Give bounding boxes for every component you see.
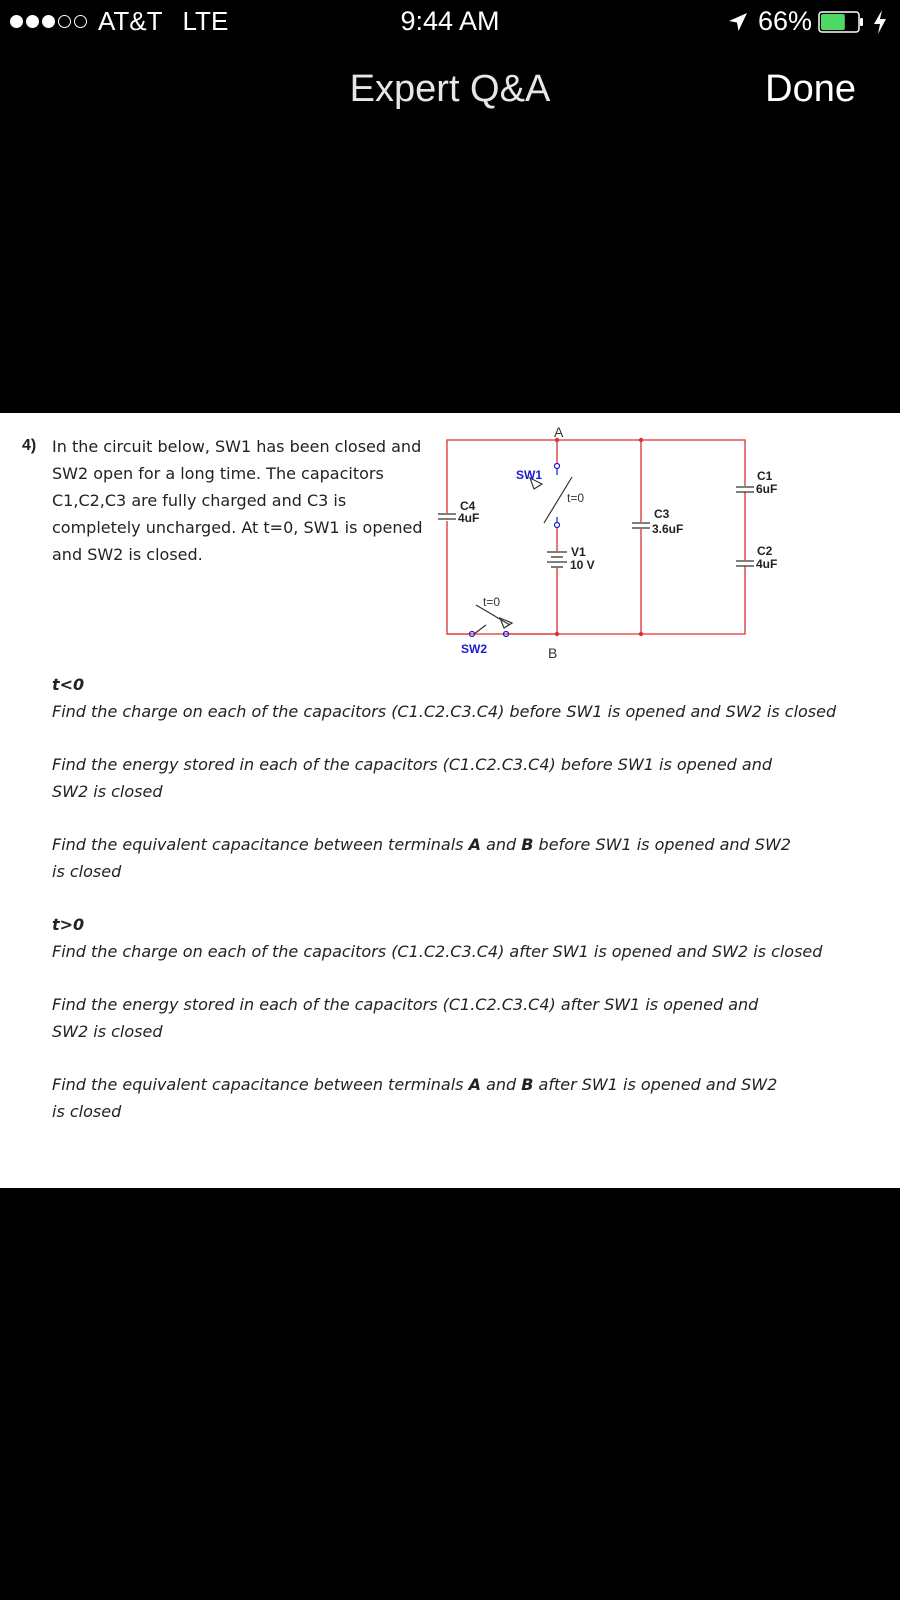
network-type: LTE [182,6,229,36]
before-q2: Find the energy stored in each of the capacitors (C1.C2.C3.C4) before SW1 is opened and SW2 is closed [52,755,773,801]
battery-v1-symbol [547,552,567,567]
sw2-label: SW2 [461,642,488,656]
c3-value: 3.6uF [652,522,684,536]
status-bar [0,0,900,44]
v1-name: V1 [571,545,586,559]
c1-value: 6uF [756,482,778,496]
question-image [0,413,900,1188]
location-arrow-icon [726,10,750,34]
terminal-a: A [468,1075,481,1094]
c4-name: C4 [460,499,476,513]
status-right [726,6,888,37]
page-title: Expert Q&A [349,68,551,110]
carrier-name: AT&T [98,6,163,36]
after-q2: Find the energy stored in each of the capacitors (C1.C2.C3.C4) after SW1 is opened and SW2 is closed [52,995,759,1041]
before-heading: t<0 [52,675,85,694]
after-q1: Find the charge on each of the capacitors (C1.C2.C3.C4) after SW1 is opened and SW2 is closed [52,942,823,961]
v1-value: 10 V [570,558,595,572]
question-intro: In the circuit below, SW1 has been closed and SW2 open for a long time. The capacitors C1,C2,C3 are fully charged and C3 is completely uncharged. At t=0, SW1 is opened and SW2 is closed. [52,437,423,564]
battery-percent: 66% [757,6,812,36]
c3-name: C3 [654,507,670,521]
question-number: 4) [22,437,37,454]
after-heading: t>0 [52,915,85,934]
section-after [52,911,852,965]
section-before [52,671,852,725]
status-time: 9:44 AM [400,6,500,36]
c4-value: 4uF [458,511,480,525]
done-button[interactable]: Done [765,68,856,110]
terminal-b: B [521,835,534,854]
c2-name: C2 [757,544,773,558]
node-a-label: A [554,424,564,440]
node-b-label: B [548,645,558,661]
charging-bolt-icon [872,9,888,35]
battery-icon [818,11,864,33]
c1-name: C1 [757,469,773,483]
sw1-label: SW1 [516,468,543,482]
before-q3: Find the equivalent capacitance between terminals A and B before SW1 is opened and SW2 is closed [52,835,791,881]
sw2-time: t=0 [483,595,501,609]
switch-sw2 [470,605,513,637]
c2-value: 4uF [756,557,778,571]
circuit-diagram [420,413,820,673]
after-q3: Find the equivalent capacitance between terminals A and B after SW1 is opened and SW2 is closed [52,1075,778,1121]
terminal-b: B [521,1075,534,1094]
terminal-a: A [468,835,481,854]
sw1-time: t=0 [567,491,585,505]
before-q1: Find the charge on each of the capacitors (C1.C2.C3.C4) before SW1 is opened and SW2 is closed [52,702,837,721]
